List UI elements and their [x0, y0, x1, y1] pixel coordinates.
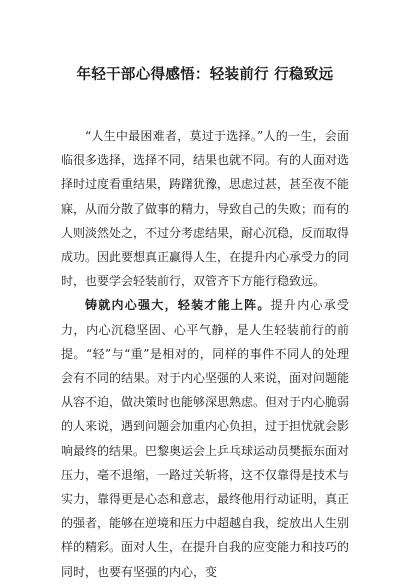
paragraph-1 [61, 124, 349, 293]
paragraph-1-text: “人生中最困难者，莫过于选择。”人的一生，会面临很多选择，选择不同，结果也就不同。有的人面对选择时过度看重结果，踌躇犹豫，思虑过甚，甚至夜不能寐，从而分散了做事的精力，导致自己的失败；而有的人则淡然处之，不过分考虑结果，耐心沉稳，反而取得成功。因此要想真正赢得人生，在提升内心承受力的同时，也要学会轻装前行，双管齐下方能行稳致远。 [61, 129, 350, 289]
document-title: 年轻干部心得感悟：轻装前行 行稳致远 [76, 67, 334, 83]
document-body [61, 124, 349, 584]
paragraph-2-lead: 铸就内心强大，轻装才能上阵。 [85, 298, 271, 313]
paragraph-2 [61, 293, 349, 583]
paragraph-2-text: 提升内心承受力，内心沉稳坚固、心平气静，是人生轻装前行的前提。“轻”与“重”是相对的，同样的事件不同人的处理会有不同的结果。对于内心坚强的人来说，面对问题能从容不迫，做决策时也能够深思熟虑。但对于内心脆弱的人来说，遇到问题会加重内心负担，过于担忧就会影响最终的结果。巴黎奥运会上乒乓球运动员樊振东面对压力，毫不退缩，一路过关斩将，这不仅靠得是技术与实力，靠得更是心态和意志，最终他用行动证明，真正的强者，能够在逆境和压力中超越自我，绽放出人生别样的精彩。面对人生，在提升自我的应变能力和技巧的同时，也要有坚强的内心，变 [61, 298, 350, 579]
